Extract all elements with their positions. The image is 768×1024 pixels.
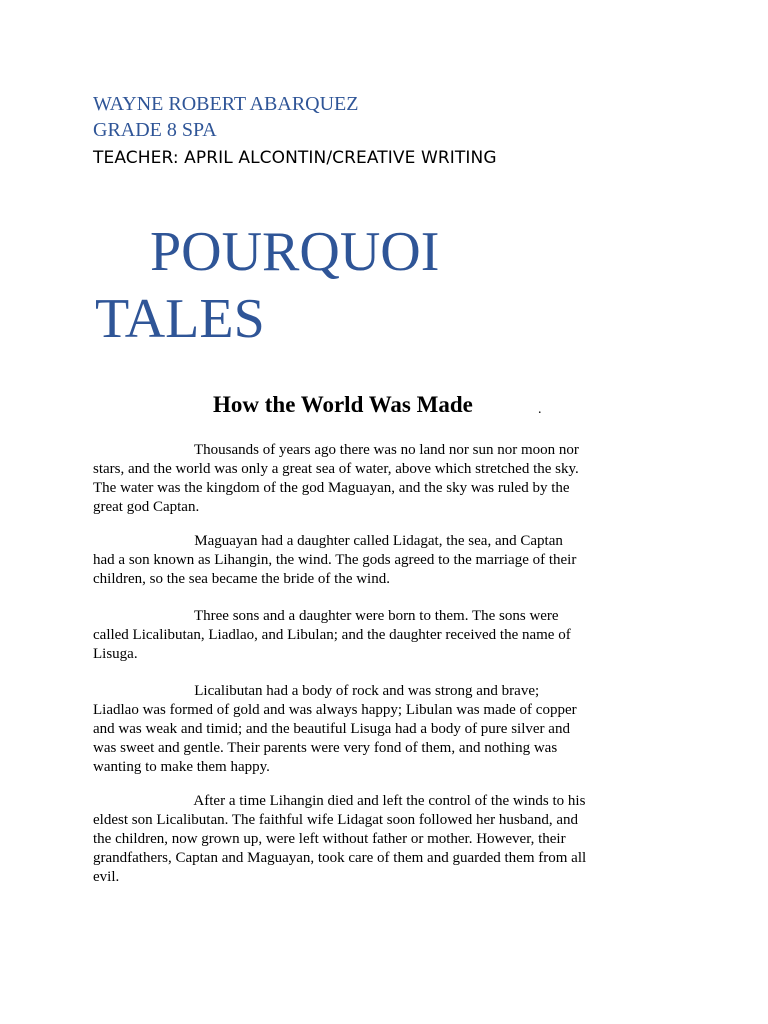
paragraph-line: wanting to make them happy. <box>93 759 270 775</box>
paragraph-line: children, so the sea became the bride of the wind. <box>93 571 390 587</box>
paragraph-line: Maguayan had a daughter called Lidagat, the sea, and Captan <box>93 533 563 549</box>
title-line-1: POURQUOI <box>150 221 440 283</box>
paragraph-line: great god Captan. <box>93 499 200 515</box>
paragraph-line: stars, and the world was only a great sea of water, above which stretched the sky. <box>93 461 579 477</box>
paragraph-3 <box>93 607 678 664</box>
paragraph-line: After a time Lihangin died and left the control of the winds to his <box>93 793 586 809</box>
paragraph-line: Liadlao was formed of gold and was always happy; Libulan was made of copper <box>93 702 577 718</box>
paragraph-line: grandfathers, Captan and Maguayan, took care of them and guarded them from all <box>93 850 587 866</box>
story-title-period: . <box>538 402 542 417</box>
grade-section: GRADE 8 SPA <box>93 119 217 141</box>
paragraph-5 <box>93 792 678 887</box>
teacher-line: TEACHER: APRIL ALCONTIN/CREATIVE WRITING <box>93 148 497 168</box>
paragraph-line: the children, now grown up, were left without father or mother. However, their <box>93 831 566 847</box>
paragraph-line: eldest son Licalibutan. The faithful wife Lidagat soon followed her husband, and <box>93 812 579 828</box>
paragraph-line: had a son known as Lihangin, the wind. The gods agreed to the marriage of their <box>93 552 577 568</box>
paragraph-line: The water was the kingdom of the god Maguayan, and the sky was ruled by the <box>93 480 570 496</box>
paragraph-line: Thousands of years ago there was no land nor sun nor moon nor <box>93 442 579 458</box>
paragraph-line: called Licalibutan, Liadlao, and Libulan; and the daughter received the name of <box>93 627 571 643</box>
paragraph-line: was sweet and gentle. Their parents were very fond of them, and nothing was <box>93 740 558 756</box>
paragraph-line: and was weak and timid; and the beautiful Lisuga had a body of pure silver and <box>93 721 570 737</box>
paragraph-line: evil. <box>93 869 120 885</box>
paragraph-line: Lisuga. <box>93 646 138 662</box>
paragraph-2 <box>93 532 678 589</box>
paragraph-line: Three sons and a daughter were born to them. The sons were <box>93 608 559 624</box>
paragraph-1 <box>93 441 678 517</box>
paragraph-line: Licalibutan had a body of rock and was strong and brave; <box>93 683 540 699</box>
title-line-2: TALES <box>95 288 265 350</box>
story-title-text: How the World Was Made <box>213 392 473 417</box>
paragraph-4 <box>93 682 678 777</box>
author-name: WAYNE ROBERT ABARQUEZ <box>93 93 359 115</box>
